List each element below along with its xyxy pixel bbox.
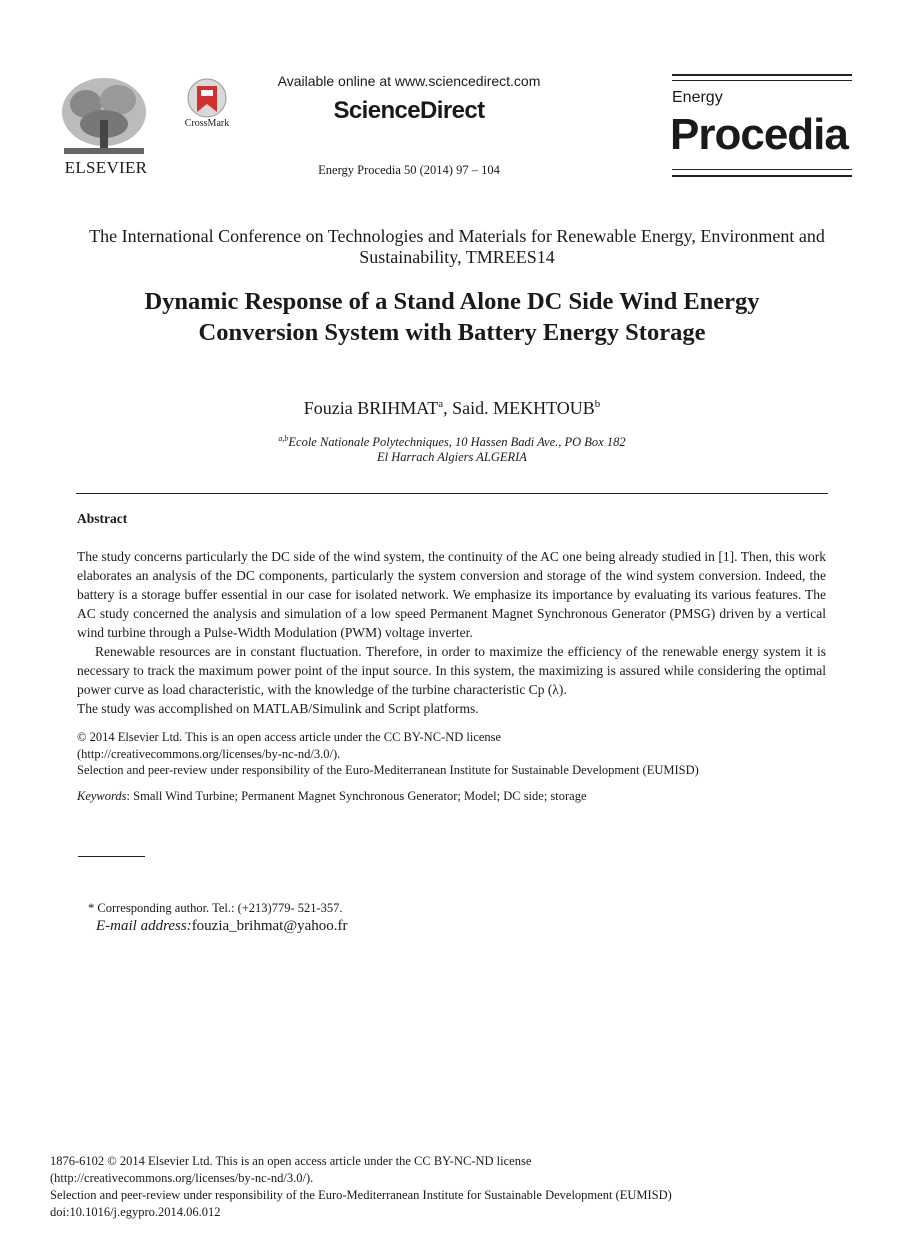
abstract-paragraph-2: Renewable resources are in constant fluctuation. Therefore, in order to maximize the efficiency of the renewable energy system it is necessary to track the maximum power point of the input source. In this system, the maximizing is assured while considering the optimal power curve as load characteristic, with the knowledge of the turbine characteristic Cp (λ). (77, 644, 826, 697)
affil-line-2: El Harrach Algiers ALGERIA (377, 450, 527, 465)
affiliation (76, 431, 828, 465)
keywords-list: : Small Wind Turbine; Permanent Magnet Synchronous Generator; Model; DC side; storage (126, 789, 587, 803)
affil-marker: a,b (278, 434, 289, 443)
author-2: , Said. MEKHTOUB (443, 398, 595, 418)
license-line-1: © 2014 Elsevier Ltd. This is an open access article under the CC BY-NC-ND license (77, 730, 502, 744)
footer-line-1: 1876-6102 © 2014 Elsevier Ltd. This is an open access article under the CC BY-NC-ND license (50, 1154, 532, 1168)
footer-line-3: Selection and peer-review under responsibility of the Euro-Mediterranean Institute for Sustainable Development (EUMISD) (50, 1188, 672, 1202)
corresponding-author: * Corresponding author. Tel.: (+213)779- 521-357. (88, 901, 343, 915)
crossmark-label: CrossMark (184, 118, 230, 129)
journal-name-small: Energy (672, 89, 723, 106)
keywords-label: Keywords (77, 789, 127, 803)
author-2-affil: b (594, 398, 601, 410)
doi[interactable]: doi:10.1016/j.egypro.2014.06.012 (50, 1205, 221, 1219)
page-footer (50, 1153, 850, 1221)
license-link[interactable]: (http://creativecommons.org/licenses/by-nc-nd/3.0/). (77, 746, 341, 761)
license-line-3: Selection and peer-review under responsibility of the Euro-Mediterranean Institute for Sustainable Development (EUMISD) (77, 763, 699, 777)
footer-license-link[interactable]: (http://creativecommons.org/licenses/by-nc-nd/3.0/). (50, 1171, 314, 1185)
journal-reference: Energy Procedia 50 (2014) 97 – 104 (318, 163, 500, 177)
publisher-name: ELSEVIER (64, 158, 148, 177)
author-1-affil: a (438, 398, 444, 410)
license-block (77, 729, 826, 779)
available-online: Available online at www.sciencedirect.com (277, 73, 541, 89)
footnote-divider (78, 856, 145, 857)
paper-title (76, 286, 828, 348)
title-line-1: Dynamic Response of a Stand Alone DC Side Wind Energy (144, 288, 760, 315)
abstract-body (77, 547, 826, 718)
email-label: E-mail address: (96, 918, 192, 934)
divider (76, 493, 828, 494)
abstract-paragraph-1: The study concerns particularly the DC side of the wind system, the continuity of the AC one being already studied in [1]. Then, this work elaborates an analysis of the DC components, particularly the system conversion and storage of the wind system conversion. Indeed, the battery is a storage buffer essential in our case for isolated network. We emphasize its importance by evaluating its various features. The AC study concerned the analysis and simulation of a low speed Permanent Magnet Synchronous Generator (PMSG) driven by a vertical wind turbine through a Pulse-Width Modulation (PWM) voltage inverter. (77, 549, 826, 640)
affil-line-1: Ecole Nationale Polytechniques, 10 Hassen Badi Ave., PO Box 182 (288, 435, 626, 450)
email-line (96, 918, 348, 935)
conference-name: The International Conference on Technologies and Materials for Renewable Energy, Environment and Sustainability, TMREES14 (89, 226, 825, 267)
abstract-paragraph-3: The study was accomplished on MATLAB/Simulink and Script platforms. (77, 701, 479, 716)
keywords (77, 789, 826, 804)
title-line-2: Conversion System with Battery Energy Storage (198, 319, 706, 346)
author-1: Fouzia BRIHMAT (303, 398, 439, 418)
sciencedirect-logo: ScienceDirect (333, 97, 485, 124)
email-address[interactable]: fouzia_brihmat@yahoo.fr (191, 918, 348, 934)
abstract-heading: Abstract (77, 511, 128, 526)
journal-name-large: Procedia (670, 110, 848, 159)
author-list (76, 398, 828, 419)
